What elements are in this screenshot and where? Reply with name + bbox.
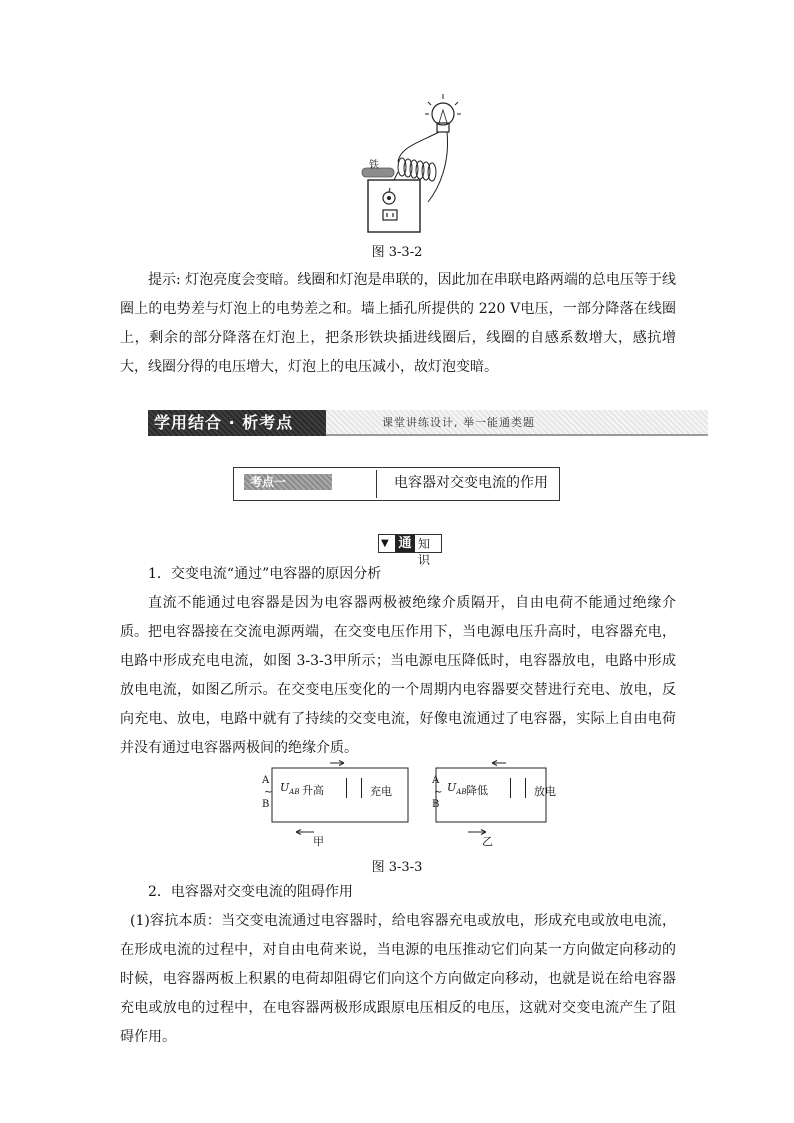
coil-bulb-socket-figure <box>340 92 470 237</box>
paragraph-1: 直流不能通过电容器是因为电容器两极被绝缘介质隔开，自由电荷不能通过绝缘介质。 <box>120 595 676 640</box>
capacitor-right-icon <box>510 778 526 798</box>
section-banner-title: 学用结合 · 析考点 <box>148 410 326 436</box>
capacitor-circuits-figure <box>258 760 568 850</box>
light-bulb-icon <box>425 94 461 132</box>
badge-sub: 知识 <box>418 537 432 567</box>
down-arrow-icon: ▼ <box>381 538 389 549</box>
state-label-left: 升高 <box>302 784 324 797</box>
section-banner-subtitle: 课堂讲练设计, 举一能通类题 <box>382 416 535 429</box>
action-label-right: 放电 <box>534 785 556 798</box>
ac-source-icon: ∼ <box>264 787 273 798</box>
circuit-name-right: 乙 <box>482 835 493 848</box>
topic-box <box>233 467 560 501</box>
ac-source-icon: ∼ <box>434 787 443 798</box>
terminal-b: B <box>262 799 270 810</box>
wall-socket-icon <box>368 180 420 232</box>
circuit-right <box>436 761 546 835</box>
terminal-a: A <box>262 775 270 786</box>
heading-2: 2．电容器对交变电流的阻碍作用 <box>148 884 353 900</box>
circuit-name-left: 甲 <box>313 835 324 848</box>
hint-paragraph: 提示: 灯泡亮度会变暗。线圈和灯泡是串联的，因此加在串联电路两端的总电压等于线圈上的电势差与灯泡上的电势差之和。墙上插孔所提供的 220 V电压，一部分降落在线圈上，剩余的部分降落在灯泡上，把条形铁块插进线圈后，线圈的自感系数增大，感抗增大，线圈分得的电压增大，灯泡上的电压减小，故灯泡变暗。 <box>120 272 676 375</box>
topic-title: 电容器对交变电流的作用 <box>394 475 548 491</box>
figure-right-labels <box>432 775 442 811</box>
figure-caption: 图 3-3-2 <box>371 245 423 260</box>
topic-tag <box>236 470 377 498</box>
topic-tag-label: 考点一 <box>244 474 332 490</box>
figure-left-labels <box>262 775 272 811</box>
figure2-caption: 图 3-3-3 <box>371 860 423 875</box>
knowledge-badge <box>378 534 442 567</box>
action-label-left: 充电 <box>370 785 392 798</box>
voltage-label-right: $U_{AB}$ <box>447 781 467 797</box>
iron-label: 铁 <box>369 160 379 171</box>
capacitor-left-icon <box>346 778 362 798</box>
paragraph-3: (1)容抗本质：当交变电流通过电容器时，给电容器充电或放电，形成充电或放电电流，在形成电流的过程中，对自由电荷来说，当电源的电压推动它们向某一方向做定向移动的时候，电容器两板上积累的电荷却阻碍它们向这个方向做定向移动，也就是说在给电容器充电或放电的过程中，在电容器两极形成跟原电压相反的电压，这就对交变电流产生了阻碍作用。 <box>120 913 676 1045</box>
badge-main: 通 <box>395 535 415 552</box>
terminal-a: A <box>432 775 440 786</box>
state-label-right: 降低 <box>466 784 488 797</box>
heading-1: 1．交变电流“通过”电容器的原因分析 <box>148 566 382 582</box>
paragraph-2: 把电容器接在交流电源两端，在交变电压作用下，当电源电压升高时，电容器充电，电路中形成充电电流，如图 3-3-3甲所示；当电源电压降低时，电容器放电，电路中形成放电电流，如图乙所示。在交变电压变化的一个周期内电容器要交替进行充电、放电，反向充电、放电，电路中就有了持续的交变电流，好像电流通过了电容器，实际上自由电荷并没有通过电容器两极间的绝缘介质。 <box>120 624 676 756</box>
terminal-b: B <box>432 799 440 810</box>
voltage-label-left: $U_{AB}$ <box>280 781 300 797</box>
